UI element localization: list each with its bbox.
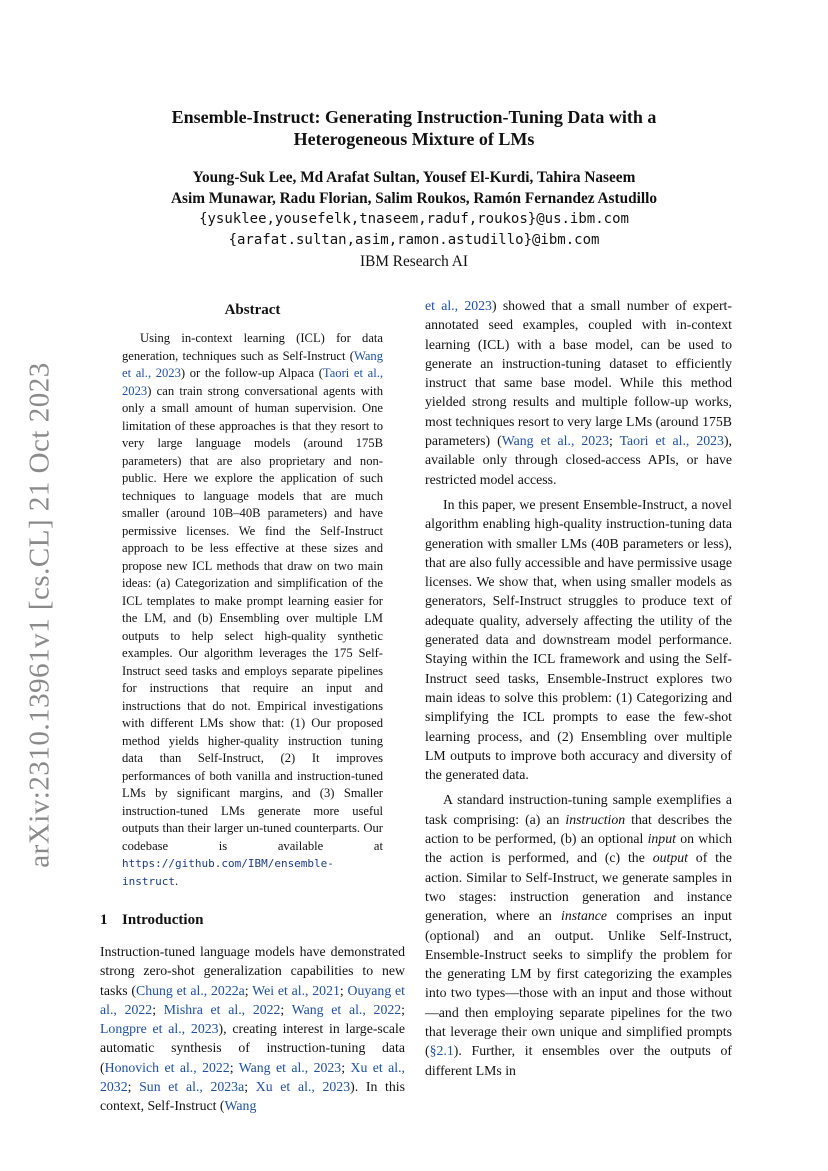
title-line-1: Ensemble-Instruct: Generating Instruction-Tuning Data with a (171, 107, 657, 127)
citation-link[interactable]: Xu et al., 2032 (100, 1059, 405, 1095)
affiliation: IBM Research AI (360, 253, 468, 270)
citation-link[interactable]: Mishra et al., 2022 (163, 1001, 281, 1017)
citation-link[interactable]: Wei et al., 2021 (252, 982, 340, 998)
author-emails (100, 209, 728, 251)
section-heading-introduction (100, 910, 405, 930)
citation-link[interactable]: Longpre et al., 2023 (100, 1021, 219, 1037)
citation-link[interactable]: Honovich et al., 2022 (104, 1059, 230, 1075)
codebase-url-link[interactable]: https://github.com/IBM/ensemble-instruct (122, 857, 334, 888)
section-number: 1 (100, 912, 108, 928)
citation-link[interactable]: Wang et al., 2023 (238, 1059, 342, 1075)
title-line-2: Heterogeneous Mixture of LMs (293, 129, 535, 149)
citation-link[interactable]: Wang et al., 2022 (291, 1001, 402, 1017)
intro-paragraph-1-continued: et al., 2023) showed that a small number of expert-annotated seed examples, coupled with in-context learning (ICL) with a base model, can be used to generate an instruction-tuning dataset to efficiently instruct that same base model. While this method yielded strong results and multiple follow-up works, most techniques resort to very large LMs (around 175B parameters) (Wang et al., 2023; Taori et al., 2023), available only through closed-access APIs, or have restricted model access. (425, 298, 732, 487)
citation-link[interactable]: Sun et al., 2023a (139, 1079, 245, 1095)
authors-line-1: Young-Suk Lee, Md Arafat Sultan, Yousef El-Kurdi, Tahira Naseem (192, 169, 636, 186)
arxiv-identifier: arXiv:2310.13961v1 [cs.CL] 21 Oct 2023 (23, 362, 56, 868)
author-list (100, 167, 728, 209)
paper-header (100, 106, 728, 272)
section-reference-link[interactable]: §2.1 (429, 1043, 454, 1059)
citation-link[interactable]: Ouyang et al., 2022 (100, 982, 405, 1017)
abstract-heading: Abstract (224, 302, 281, 318)
citation-link[interactable]: Wang et al., 2023 (501, 433, 609, 449)
authors-line-2: Asim Munawar, Radu Florian, Salim Roukos, Ramón Fernandez Astudillo (170, 190, 658, 207)
right-column (425, 296, 732, 1080)
citation-link[interactable]: et al., 2023 (425, 298, 492, 313)
citation-link[interactable]: Xu et al., 2023 (255, 1079, 351, 1095)
section-title: Introduction (122, 912, 204, 928)
citation-link[interactable]: Wang (224, 1098, 257, 1114)
paper-title (100, 106, 728, 150)
left-column (100, 296, 405, 1116)
citation-link[interactable]: Wang et al., 2023 (122, 348, 383, 380)
citation-link[interactable]: Taori et al., 2023 (122, 366, 383, 398)
citation-link[interactable]: Chung et al., 2022a (136, 982, 245, 998)
email-line-2: {arafat.sultan,asim,ramon.astudillo}@ibm.com (228, 232, 600, 248)
arxiv-sidebar (18, 0, 62, 1171)
abstract-text: Using in-context learning (ICL) for data generation, techniques such as Self-Instruct (Wang et al., 2023) or the follow-up Alpaca (Taori et al., 2023) can train strong conversational agents with only a small amount of human supervision. One limitation of these approaches is that they resort to very large language models (around 175B parameters) that are also proprietary and non-public. Here we explore the application of such techniques to language models that are much smaller (around 10B–40B parameters) and have permissive licenses. We find the Self-Instruct approach to be less effective at these sizes and propose new ICL methods that draw on two main ideas: (a) Categorization and simplification of the ICL templates to make prompt learning easier for the LM, and (b) Ensembling over multiple LM outputs to help select high-quality synthetic examples. Our algorithm leverages the 175 Self-Instruct seed tasks and employs separate pipelines for instructions that require an input and instructions that do not. Empirical investigations with different LMs show that: (1) Our proposed method yields higher-quality instruction tuning data than Self-Instruct, (2) It improves performances of both vanilla and instruction-tuned LMs by significant margins, and (3) Smaller instruction-tuned LMs generate more useful outputs than their larger un-tuned counterparts. Our codebase is available at https://github.com/IBM/ensemble-instruct. (122, 331, 383, 888)
citation-link[interactable]: Taori et al., 2023 (619, 433, 724, 449)
email-line-1: {ysuklee,yousefelk,tnaseem,raduf,roukos}@us.ibm.com (199, 211, 629, 227)
intro-paragraph-1: Instruction-tuned language models have demonstrated strong zero-shot generalization capabilities to new tasks (Chung et al., 2022a; Wei et al., 2021; Ouyang et al., 2022; Mishra et al., 2022; Wang et al., 2022; Longpre et al., 2023), creating interest in large-scale automatic synthesis of instruction-tuning data (Honovich et al., 2022; Wang et al., 2023; Xu et al., 2032; Sun et al., 2023a; Xu et al., 2023). In this context, Self-Instruct (Wang (100, 944, 406, 1114)
intro-paragraph-3: A standard instruction-tuning sample exemplifies a task comprising: (a) an instruction that describes the action to be performed, (b) an optional input on which the action is performed, and (c) the output of the action. Similar to Self-Instruct, we generate samples in two stages: instruction generation and instance generation, where an instance comprises an input (optional) and an output. Unlike Self-Instruct, Ensemble-Instruct seeks to simplify the problem for the generating LM by first categorizing the examples into two types—those with an input and those without—and then employing separate pipelines for the two that leverage their own unique and simplified prompts (§2.1). Further, it ensembles over the outputs of different LMs in (425, 792, 733, 1078)
intro-paragraph-2: In this paper, we present Ensemble-Instruct, a novel algorithm enabling high-quality instruction-tuning data generation with smaller LMs (40B parameters or less), that are also fully accessible and have permissive usage licenses. We show that, when using smaller models as generators, Self-Instruct struggles to produce text of adequate quality, adversely affecting the utility of the generated data and downstream model performance. Staying within the ICL framework and using the Self-Instruct seed tasks, Ensemble-Instruct explores two main ideas to solve this problem: (1) Categorizing and simplifying the ICL prompts to ease the few-shot learning process, and (2) Ensembling over multiple LM outputs to improve both accuracy and diversity of the generated data. (425, 496, 732, 783)
